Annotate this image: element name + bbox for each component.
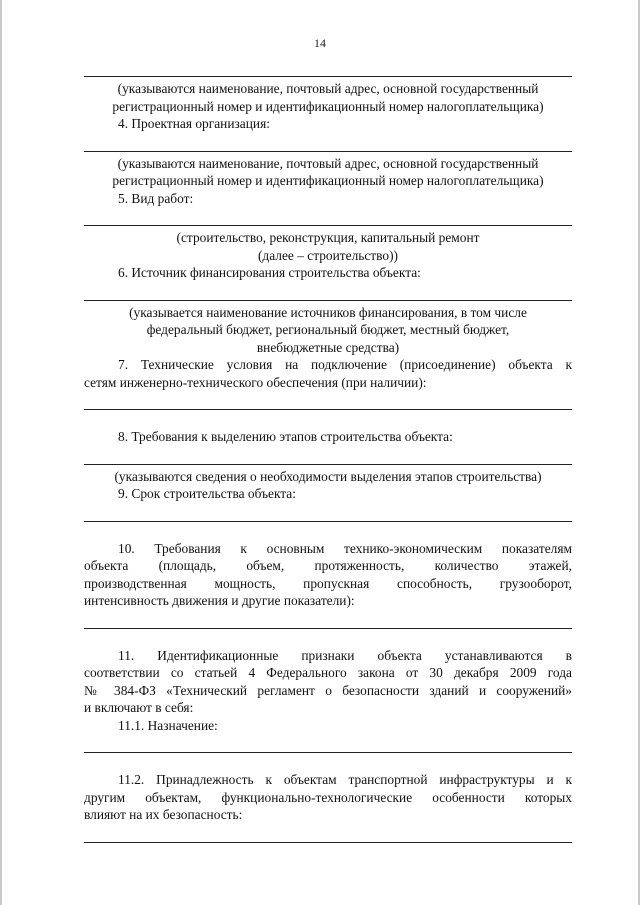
item-11-1-title: 11.1. Назначение: [118,717,218,733]
fill-line-purpose [84,752,572,753]
fill-line-infrastructure [84,842,572,843]
paragraph-line: и включают в себя: [84,700,194,715]
fill-line-tech-conditions [84,409,572,410]
paragraph-line: влияют на их безопасность: [84,807,243,822]
page-edge-left [0,0,2,905]
item-4-title: 4. Проектная организация: [118,116,270,131]
hint-line: (указываются наименование, почтовый адрес, основной государственный [117,81,539,96]
hint-stages: (указываются сведения о необходимости выделения этапов строительства) [114,468,542,484]
paragraph-line: 7. Технические условия на подключение (присоединение) объекта к [118,357,572,372]
item-7-paragraph [84,356,572,391]
fill-line-stages [84,464,572,465]
hint-line: внебюджетные средства) [256,339,400,355]
item-5-title: 5. Вид работ: [118,190,194,206]
fill-line-design-org [84,151,572,152]
paragraph-line: № 384-ФЗ «Технический регламент о безопасности зданий и сооружений» [84,682,572,698]
hint-work-type [84,229,572,264]
fill-line-work-type [84,225,572,226]
paragraph-line: производственная мощность, пропускная способность, грузооборот, [84,575,572,591]
item-6-title: 6. Источник финансирования строительства объекта: [118,265,421,280]
paragraph-line: 11. Идентификационные признаки объекта устанавливаются в [118,647,572,663]
item-10-paragraph [84,540,572,610]
paragraph-line: другим объектам, функционально-технологические особенности которых [84,789,572,805]
item-11-2-paragraph [84,771,572,824]
paragraph-line: объекта (площадь, объем, протяженность, количество этажей, [84,558,572,573]
fill-line-customer [84,76,572,77]
hint-line: (указывается наименование источников финансирования, в том числе [129,304,527,320]
item-9-title: 9. Срок строительства объекта: [118,486,296,501]
paragraph-line: 11.2. Принадлежность к объектам транспортной инфраструктуры и к [118,772,572,787]
hint-line: (указываются наименование, почтовый адрес, основной государственный [117,155,539,171]
fill-line-financing [84,300,572,301]
hint-line: регистрационный номер и идентификационный номер налогоплательщика) [112,173,544,188]
item-11-paragraph [84,647,572,717]
paragraph-line: сетям инженерно-технического обеспечения (при наличии): [84,374,427,390]
hint-line: (далее – строительство)) [257,247,399,263]
hint-design-org [84,155,572,190]
paragraph-line: 10. Требования к основным технико-экономическим показателям [118,540,572,556]
fill-line-indicators [84,628,572,629]
paragraph-line: соответствии со статьей 4 Федерального закона от 30 декабря 2009 года [84,665,572,680]
hint-line: (строительство, реконструкция, капитальный ремонт [176,230,480,245]
hint-line: федеральный бюджет, региональный бюджет, местный бюджет, [146,322,510,337]
hint-financing [84,304,572,357]
paragraph-line: интенсивность движения и другие показатели): [84,593,355,608]
page-number: 14 [314,36,326,50]
fill-line-term [84,521,572,522]
hint-line: регистрационный номер и идентификационный номер налогоплательщика) [112,98,544,114]
hint-customer [84,80,572,115]
document-body [84,76,572,843]
item-8-title: 8. Требования к выделению этапов строительства объекта: [118,429,453,444]
